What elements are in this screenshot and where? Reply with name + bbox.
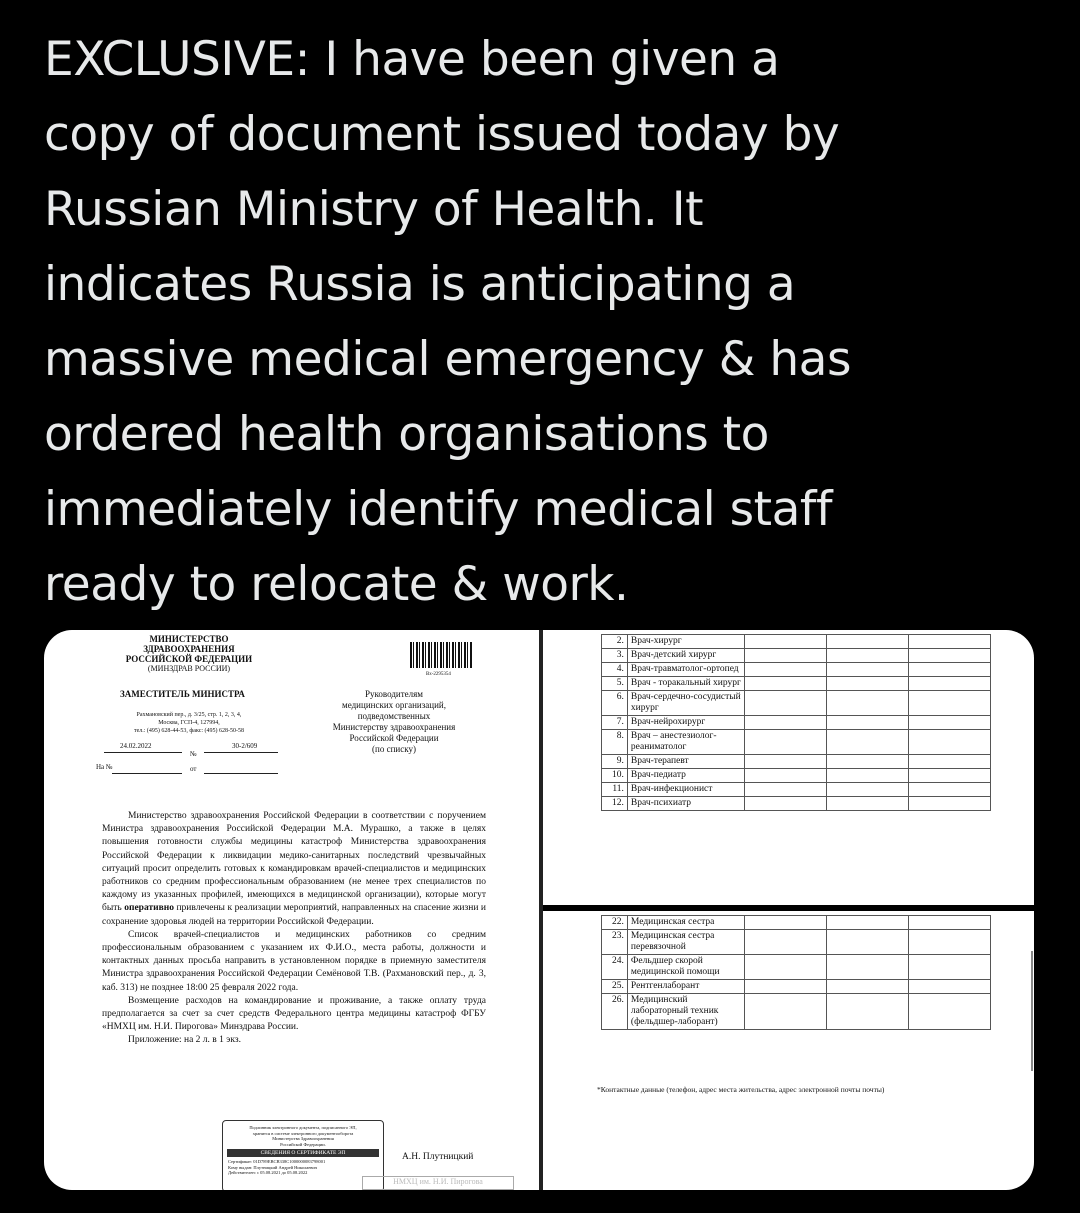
ecp-title: СВЕДЕНИЯ О СЕРТИФИКАТЕ ЭП [227, 1149, 379, 1157]
document-table-image-bottom[interactable] [543, 911, 1034, 1190]
paragraph-3: Возмещение расходов на командирование и проживание, а также оплату труда предполагается за счет за счет средств Федерального центра медицины катастроф ФГБУ «НМХЦ им. Н.И. Пирогова» Минздрава России. [102, 995, 486, 1033]
table-row [602, 649, 991, 663]
empty-cell [745, 730, 827, 755]
empty-cell [909, 955, 991, 980]
paragraph-1: Министерство здравоохранения Российской Федерации в соответствии с поручением Министра здравоохранения Российской Федерации М.А. Мурашко, а также в целях повышения готовности службы медицины катастроф Министерства здравоохранения Российской Федерации к ликвидации медико-санитарных последствий чрезвычайных ситуаций просит определить готовых к командировкам врачей-специалистов и медицинских работников со средним профессиональным образованием (не менее трех специалистов по каждому из указанных профилей, имеющихся в медицинской организации), которые могут быть оперативно привлечены к реализации мероприятий, направленных на спасение жизни и сохранение здоровья людей на территории Российской Федерации. [102, 811, 487, 927]
underline [112, 773, 182, 774]
empty-cell [827, 994, 909, 1030]
row-number: 22. [602, 916, 628, 930]
table-row [602, 930, 991, 955]
specialists-table-bottom [601, 915, 991, 1030]
empty-cell [909, 755, 991, 769]
specialists-table-top [601, 634, 991, 811]
empty-cell [909, 797, 991, 811]
empty-cell [745, 955, 827, 980]
recipient-block: Руководителям медицинских организаций, подведомственных Министерству здравоохранения Российской Федерации (по списку) [332, 689, 456, 754]
empty-cell [909, 649, 991, 663]
tweet-text [44, 22, 1044, 622]
empty-cell [827, 635, 909, 649]
tweet-line: ordered health organisations to [44, 407, 769, 462]
ot-label: от [190, 765, 197, 773]
tweet-line: ready to relocate & work. [44, 557, 629, 612]
specialty-name: Врач-инфекционист [627, 783, 744, 797]
tweet-media[interactable] [44, 630, 1034, 1190]
document-letter-image[interactable] [44, 630, 539, 1190]
empty-cell [909, 930, 991, 955]
row-number: 26. [602, 994, 628, 1030]
tweet-line: copy of document issued today by [44, 107, 840, 162]
empty-cell [827, 980, 909, 994]
row-number: 4. [602, 663, 628, 677]
row-number: 23. [602, 930, 628, 955]
empty-cell [745, 649, 827, 663]
row-number: 12. [602, 797, 628, 811]
empty-cell [745, 797, 827, 811]
letter-date: 24.02.2022 [120, 742, 152, 750]
table-row [602, 769, 991, 783]
table-row [602, 677, 991, 691]
underline [204, 773, 278, 774]
row-number: 7. [602, 716, 628, 730]
empty-cell [909, 730, 991, 755]
empty-cell [745, 691, 827, 716]
row-number: 25. [602, 980, 628, 994]
table-row [602, 755, 991, 769]
attachment-note: Приложение: на 2 л. в 1 экз. [128, 1035, 241, 1046]
tweet-line: immediately identify medical staff [44, 482, 832, 537]
empty-cell [745, 716, 827, 730]
tweet-line: indicates Russia is anticipating a [44, 257, 796, 312]
empty-cell [909, 677, 991, 691]
tweet-line: EXCLUSIVE: I have been given a [44, 32, 780, 87]
paragraph-2: Список врачей-специалистов и медицинских работников со средним профессиональным образованием с указанием их Ф.И.О., места работы, должности и контактных данных просьба направить в установленном порядке в приемную заместителя Министра здравоохранения Российской Федерации Семёновой Т.В. (Рахмановский пер., д. 3, каб. 313) не позднее 18:00 25 февраля 2022 года. [102, 929, 486, 993]
specialty-name: Врач-сердечно-сосудистый хирург [627, 691, 744, 716]
row-number: 8. [602, 730, 628, 755]
watermark-stamp: НМХЦ им. Н.И. Пирогова [362, 1176, 514, 1190]
empty-cell [909, 691, 991, 716]
row-number: 11. [602, 783, 628, 797]
table-row [602, 955, 991, 980]
specialty-name: Медицинская сестра [627, 916, 744, 930]
empty-cell [745, 663, 827, 677]
ecp-notice: Подлинник электронного документа, подписанного ЭП, хранится в системе электронного документооборота Министерства Здравоохранения Российской Федерации. [249, 1125, 357, 1147]
table-row [602, 663, 991, 677]
empty-cell [827, 955, 909, 980]
specialty-name: Врач-травматолог-ортопед [627, 663, 744, 677]
empty-cell [745, 783, 827, 797]
empty-cell [909, 635, 991, 649]
ecp-stamp [222, 1120, 384, 1190]
empty-cell [827, 755, 909, 769]
empty-cell [909, 980, 991, 994]
ecp-details: Сертификат: 01D789EBCB338C1000000083798001 Кому выдан: Плутницкий Андрей Николаевич Действителен: с 05.08.2021 до 05.08.2022 [228, 1159, 326, 1175]
number-label: № [190, 750, 197, 758]
empty-cell [909, 663, 991, 677]
specialty-name: Фельдшер скорой медицинской помощи [627, 955, 744, 980]
empty-cell [827, 691, 909, 716]
empty-cell [909, 716, 991, 730]
table-row [602, 783, 991, 797]
table-row [602, 916, 991, 930]
specialty-name: Врач-детский хирург [627, 649, 744, 663]
empty-cell [745, 994, 827, 1030]
table-row [602, 716, 991, 730]
table-row [602, 730, 991, 755]
table-row [602, 797, 991, 811]
empty-cell [909, 916, 991, 930]
table-row [602, 994, 991, 1030]
empty-cell [827, 716, 909, 730]
tweet-line: Russian Ministry of Health. It [44, 182, 704, 237]
row-number: 5. [602, 677, 628, 691]
barcode-code: Вх-2295354 [426, 672, 451, 677]
empty-cell [827, 783, 909, 797]
empty-cell [745, 635, 827, 649]
document-table-image-top[interactable] [543, 630, 1034, 905]
row-number: 9. [602, 755, 628, 769]
letter-body [102, 810, 486, 1048]
empty-cell [909, 783, 991, 797]
empty-cell [827, 730, 909, 755]
specialty-name: Врач-нейрохирург [627, 716, 744, 730]
underline [104, 752, 182, 753]
na-number-label: На № [96, 763, 113, 771]
empty-cell [827, 677, 909, 691]
specialty-name: Медицинский лабораторный техник (фельдшер-лаборант) [627, 994, 744, 1030]
scan-edge [1031, 951, 1033, 1071]
specialty-name: Врач-психиатр [627, 797, 744, 811]
empty-cell [909, 769, 991, 783]
image-divider [543, 905, 1034, 911]
barcode [410, 642, 472, 668]
signer-name: А.Н. Плутницкий [402, 1152, 474, 1162]
deputy-title: ЗАМЕСТИТЕЛЬ МИНИСТРА [120, 689, 245, 699]
tweet-line: massive medical emergency & has [44, 332, 851, 387]
empty-cell [827, 663, 909, 677]
specialty-name: Врач-педиатр [627, 769, 744, 783]
specialty-name: Рентгенлаборант [627, 980, 744, 994]
specialty-name: Медицинская сестра перевязочной [627, 930, 744, 955]
empty-cell [827, 930, 909, 955]
ministry-header: МИНИСТЕРСТВО ЗДРАВООХРАНЕНИЯ РОССИЙСКОЙ ФЕДЕРАЦИИ (МИНЗДРАВ РОССИИ) [125, 634, 253, 673]
row-number: 10. [602, 769, 628, 783]
empty-cell [745, 677, 827, 691]
empty-cell [745, 755, 827, 769]
table-row [602, 691, 991, 716]
underline [204, 752, 278, 753]
table-row [602, 980, 991, 994]
specialty-name: Врач-хирург [627, 635, 744, 649]
letter-number: 30-2/609 [232, 742, 258, 750]
row-number: 6. [602, 691, 628, 716]
ministry-address: Рахмановский пер., д. 3/25, стр. 1, 2, 3, 4, Москва, ГСП-4, 127994, тел.: (495) 628-44-53, факс: (495) 628-50-58 [133, 712, 245, 734]
empty-cell [909, 994, 991, 1030]
specialty-name: Врач - торакальный хирург [627, 677, 744, 691]
empty-cell [827, 916, 909, 930]
specialty-name: Врач-терапевт [627, 755, 744, 769]
specialty-name: Врач – анестезиолог-реаниматолог [627, 730, 744, 755]
empty-cell [827, 649, 909, 663]
footnote: *Контактные данные (телефон, адрес места жительства, адрес электронной почты почты) [597, 1085, 885, 1094]
empty-cell [745, 916, 827, 930]
row-number: 24. [602, 955, 628, 980]
empty-cell [827, 769, 909, 783]
empty-cell [745, 930, 827, 955]
empty-cell [745, 980, 827, 994]
empty-cell [827, 797, 909, 811]
row-number: 3. [602, 649, 628, 663]
table-row [602, 635, 991, 649]
empty-cell [745, 769, 827, 783]
row-number: 2. [602, 635, 628, 649]
